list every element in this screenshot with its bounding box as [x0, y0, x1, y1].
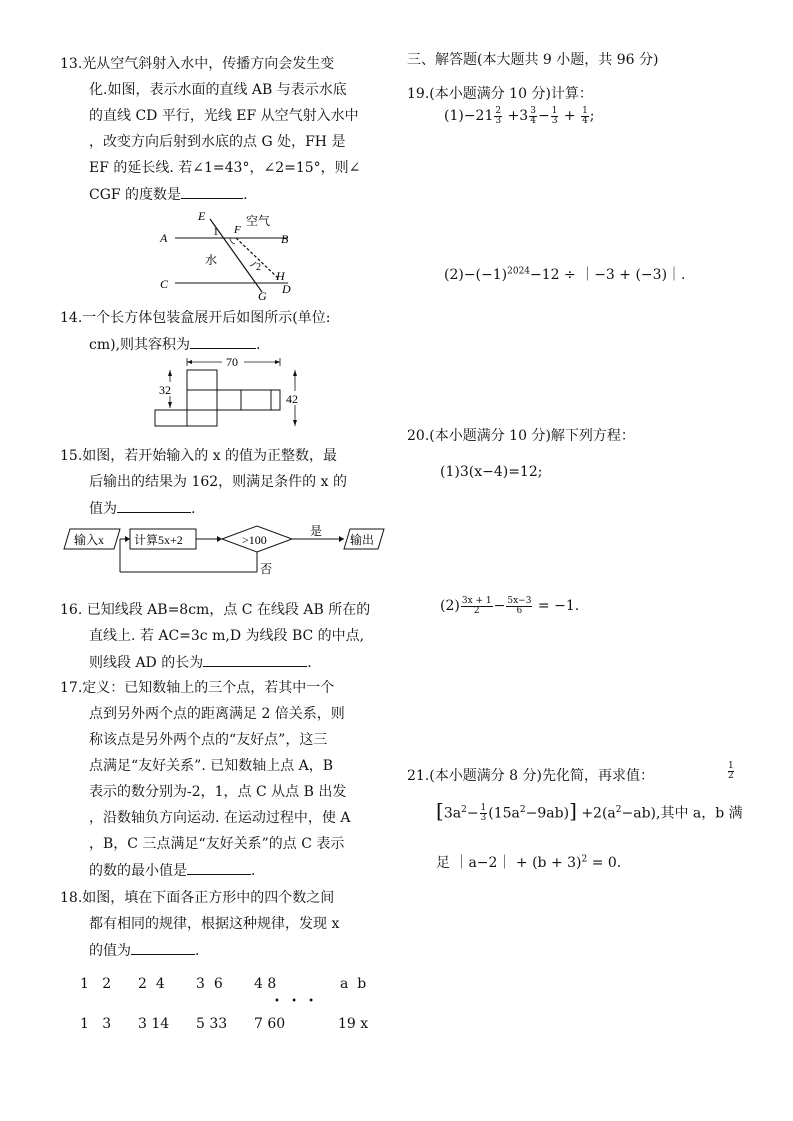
fraction: $\frac{1}{3}$	[480, 803, 487, 824]
answer-blank	[131, 942, 195, 955]
label-d: D	[282, 282, 291, 296]
no-label: 否	[260, 562, 273, 576]
arrow-head	[168, 370, 172, 376]
q21-title-fraction: 1 2	[728, 761, 734, 781]
arrow-head	[187, 360, 192, 364]
dim-label-70: 70	[226, 355, 238, 369]
q13-line: EF 的延长线. 若∠1=43°，∠2=15°，则∠	[89, 160, 361, 176]
q15-line: 后输出的结果为 162，则满足条件的 x 的	[89, 474, 347, 490]
q19-part-1: (1)−21 $\frac{2}{3}$ +3 $\frac{3}{4}$ − $\frac{1}{3}$ + $\frac{1}{4}$ ;	[444, 105, 595, 126]
grid-3-top: 3 6	[196, 976, 223, 992]
label-a: A	[160, 231, 168, 245]
q17-line: 点满足“友好关系”. 已知数轴上点 A，B	[89, 758, 334, 774]
q18-line: 18.如图，填在下面各正方形中的四个数之间	[60, 890, 335, 906]
arrow-head	[293, 370, 297, 376]
q18-text: 的值为	[89, 943, 131, 959]
period: .	[195, 943, 200, 959]
ellipsis-dots: • • •	[274, 996, 319, 1007]
flowchart-figure	[62, 524, 392, 580]
input-label: 输入x	[74, 533, 105, 547]
angle-1-arc	[230, 238, 235, 244]
grid-4-bottom: 7 60	[254, 1016, 286, 1032]
q17-text: 的数的最小值是	[89, 863, 187, 879]
q18-line	[89, 942, 199, 959]
fraction: $\frac{3x + 1}{2}$	[461, 595, 492, 616]
box-net-figure	[150, 352, 310, 430]
answer-blank	[181, 186, 243, 199]
q14-line	[89, 336, 260, 353]
grid-5-bottom: 19 x	[338, 1016, 369, 1032]
arrow-head	[339, 536, 344, 542]
q17-line: 称该点是另外两个点的“友好点”，这三	[89, 732, 328, 748]
label-water: 水	[205, 253, 218, 267]
period: .	[251, 863, 256, 879]
label-air: 空气	[246, 214, 271, 228]
q19-part-2: $(2)-(-1)^{2024}-12$ ÷ ｜−3 + (−3)｜.	[444, 266, 686, 283]
yes-label: 是	[310, 524, 323, 538]
q21-condition: 足 ｜a−2｜ + $(b + 3)^2 = 0$.	[436, 854, 622, 871]
q20-title: 20.(本小题满分 10 分)解下列方程：	[407, 428, 635, 444]
net-face	[187, 370, 217, 390]
arrow-head	[168, 402, 172, 408]
dim-label-42: 42	[286, 392, 298, 406]
q16-line	[89, 654, 312, 671]
fraction: $\frac{5x-3}{6}$	[507, 595, 532, 616]
q17-last-line	[89, 862, 255, 879]
q21-expression: [$3a^2-$ $\frac{1}{3}$ $(15a^2-9ab)] +2(a^2-ab)$,其中 a，b 满	[436, 798, 743, 824]
q16-line: 16. 已知线段 AB=8cm，点 C 在线段 AB 所在的	[60, 602, 371, 618]
net-face	[241, 390, 271, 410]
q13-last-line	[89, 186, 248, 203]
arrow-head	[275, 360, 280, 364]
label-e: E	[198, 209, 206, 223]
q13-line: 化.如图，表示水面的直线 AB 与表示水底	[89, 82, 347, 98]
period: .	[243, 187, 248, 203]
grid-5-top: a b	[340, 976, 367, 992]
refraction-figure	[150, 206, 310, 302]
fraction: $\frac{1}{3}$	[551, 105, 558, 126]
q13-line: 的直线 CD 平行，光线 EF 从空气射入水中	[89, 108, 359, 124]
period: .	[307, 655, 312, 671]
net-face	[155, 410, 187, 426]
section-title: 三、解答题(本大题共 9 小题，共 96 分)	[407, 52, 659, 68]
q18-line: 都有相同的规律，根据这种规律，发现 x	[89, 916, 340, 932]
q15-line	[89, 500, 195, 517]
label-h: H	[276, 269, 285, 283]
arrow-head	[293, 420, 297, 426]
grid-1-bottom: 1 3	[80, 1016, 112, 1032]
decision-label: >100	[242, 533, 267, 547]
q14-line: 14.一个长方体包装盒展开后如图所示(单位:	[60, 310, 331, 326]
period: .	[256, 337, 261, 353]
fraction: $\frac{2}{3}$	[495, 105, 502, 126]
grid-4-top: 4 8	[254, 976, 277, 992]
dim-label-32: 32	[159, 383, 171, 397]
grid-2-bottom: 3 14	[138, 1016, 170, 1032]
arrow-head	[125, 536, 130, 542]
q13-text: CGF 的度数是	[89, 187, 182, 203]
q17-line: 表示的数分别为-2，1，点 C 从点 B 出发	[89, 784, 347, 800]
net-face	[187, 410, 217, 426]
fraction: $\frac{1}{4}$	[582, 105, 588, 126]
q20-part-2: (2) $\frac{3x + 1}{2}$ − $\frac{5x-3}{6}$ = −1.	[440, 595, 580, 616]
q17-line: 点到另外两个点的距离满足 2 倍关系，则	[89, 706, 345, 722]
label-angle-2: 2	[256, 262, 261, 273]
label-g: G	[258, 289, 267, 302]
net-face	[217, 390, 241, 410]
q19-title: 19.(本小题满分 10 分)计算：	[407, 86, 593, 102]
q20-part-1: (1)3(x−4)=12;	[440, 464, 543, 480]
q13-line: ，改变方向后射到水底的点 G 处，FH 是	[89, 134, 346, 150]
answer-blank	[117, 500, 191, 513]
q17-line: ，B，C 三点满足“友好关系”的点 C 表示	[89, 836, 345, 852]
label-c: C	[160, 277, 169, 291]
compute-label: 计算5x+2	[134, 533, 183, 547]
q16-line: 直线上. 若 AC=3c m,D 为线段 BC 的中点,	[89, 628, 365, 644]
q15-line: 15.如图，若开始输入的 x 的值为正整数，最	[60, 448, 338, 464]
fraction: $\frac{3}{4}$	[530, 105, 536, 126]
q13-line: 13.光从空气斜射入水中，传播方向会发生变	[60, 56, 335, 72]
q15-text: 值为	[89, 501, 117, 517]
label-b: B	[281, 232, 289, 246]
q17-line: ，沿数轴负方向运动. 在运动过程中，使 A	[89, 810, 351, 826]
grid-3-bottom: 5 33	[196, 1016, 228, 1032]
grid-1-top: 1 2	[80, 976, 112, 992]
answer-blank	[187, 862, 251, 875]
grid-2-top: 2 4	[138, 976, 165, 992]
q17-line: 17.定义：已知数轴上的三个点，若其中一个	[60, 680, 335, 696]
net-face	[271, 390, 280, 410]
label-f: F	[234, 224, 241, 236]
answer-blank	[203, 654, 307, 667]
q16-text: 则线段 AD 的长为	[89, 655, 204, 671]
output-label: 输出	[350, 533, 375, 547]
q21-title: 21.(本小题满分 8 分)先化简，再求值：	[407, 768, 654, 784]
net-face	[187, 390, 217, 410]
label-angle-1: 1	[213, 226, 219, 238]
period: .	[191, 501, 196, 517]
q14-text: cm),则其容积为	[89, 337, 191, 353]
answer-blank	[190, 336, 256, 349]
